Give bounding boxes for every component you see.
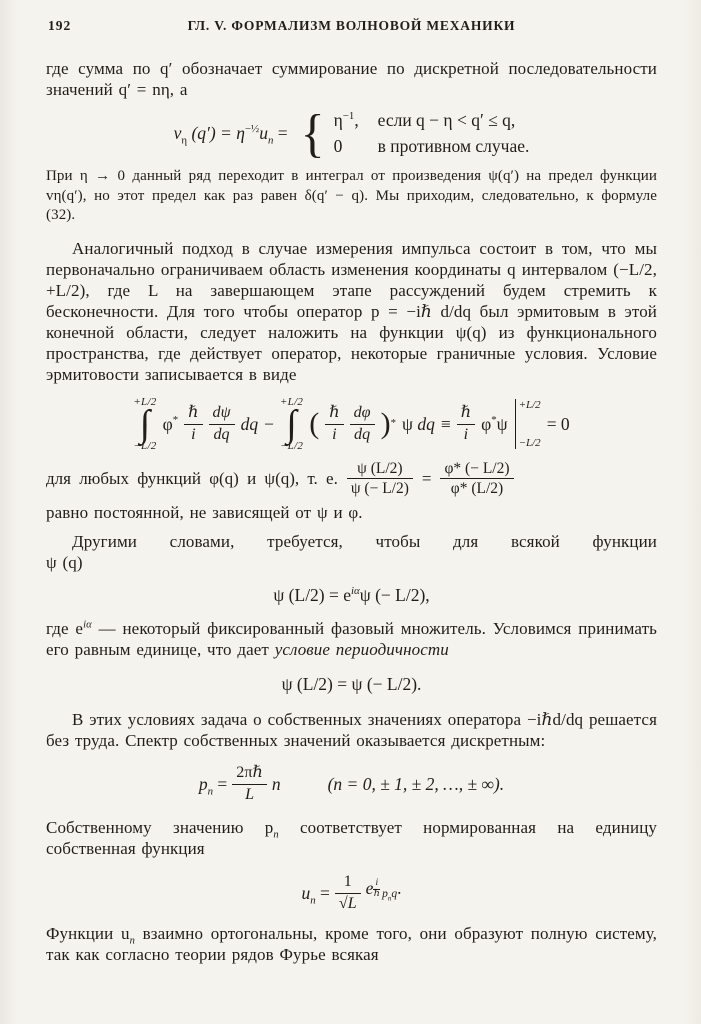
e-base: e — [365, 877, 374, 898]
fraction-one-sqrtL — [335, 873, 361, 913]
formula-lhs — [173, 123, 288, 147]
n-range: (n = 0, ± 1, ± 2, …, ± ∞). — [327, 773, 505, 794]
case-1-condition: если q − η < q′ ≤ q, — [377, 110, 516, 130]
formula-hermiticity — [46, 397, 657, 452]
two-pi-hbar: 2πℏ — [232, 764, 267, 785]
evaluation-bar — [515, 399, 541, 449]
conjugate-star: * — [390, 417, 396, 430]
integral-1 — [133, 397, 156, 452]
phase-exponent-inline: iα — [83, 619, 92, 631]
phi-ratio-num: φ* (− L/2) — [440, 460, 513, 480]
pn-lhs — [198, 773, 228, 798]
paragraph-any-functions — [46, 460, 657, 499]
phase-lhs — [273, 585, 429, 606]
phase-post: ψ (− L/2), — [359, 585, 430, 606]
imaginary-i: i — [463, 425, 469, 443]
paragraph-phase-factor — [46, 618, 657, 660]
dq: dq — [417, 413, 435, 434]
integral-lower-limit: −L/2 — [279, 439, 304, 452]
formula-v-eta-cases — [46, 103, 657, 163]
phase-text-1: где e — [46, 619, 84, 639]
case-row-2 — [334, 136, 530, 157]
dq: dq — [354, 425, 371, 443]
phase-text-2: — некоторый фиксированный фазовый множитель. Условимся принимать его равным единице, что дает — [46, 619, 657, 660]
integral-sign: ∫ — [139, 402, 151, 445]
integral-upper-limit: +L/2 — [279, 395, 304, 408]
case-2-condition: в противном случае. — [377, 136, 530, 156]
ortho-text-2: взаимно ортогональны, кроме того, они образуют полную систему, так как согласно теории рядов Фурье всякая — [46, 924, 658, 965]
un-lhs — [301, 882, 330, 907]
eval-lower-limit: −L/2 — [518, 437, 541, 450]
pn-text-2: соответствует нормированная на единицу собственная функция — [46, 818, 657, 859]
var-q: q — [391, 887, 398, 900]
minus-sign: − — [264, 413, 274, 434]
equals-sign: = — [315, 882, 330, 903]
psi-symbol: ψ — [401, 413, 413, 434]
equals-sign: = — [421, 468, 432, 488]
fraction-hbar-i-3 — [457, 404, 475, 444]
case-row-1 — [334, 110, 530, 131]
differential-dq: dq — [240, 413, 259, 434]
fraction-phi-ratio — [440, 460, 513, 499]
other-words-line2: ψ (q) — [46, 553, 83, 573]
paragraph-other-words — [46, 531, 657, 573]
dpsi: dψ — [209, 404, 235, 425]
paragraph-sum-definition: где сумма по q′ обозначает суммирование по дискретной последовательности значений q′ = nη, а — [46, 59, 657, 99]
fraction-psi-ratio — [347, 460, 413, 499]
var-p: p — [198, 773, 208, 794]
any-functions-text: для любых функций φ(q) и ψ(q), т. е. — [46, 468, 338, 488]
cases-body — [334, 110, 530, 157]
phi-symbol: φ — [162, 413, 173, 434]
var-u: u — [301, 882, 311, 903]
factor-n: n — [271, 773, 281, 794]
equals-sign: = — [213, 773, 228, 794]
phase-exponent: iα — [351, 585, 360, 598]
fraction-hbar-i — [184, 404, 202, 444]
paragraph-eigenvalue-function — [46, 817, 657, 859]
imaginary-i: i — [332, 425, 337, 443]
pn-q — [382, 887, 398, 903]
phi-star — [163, 414, 179, 435]
phase-pre: ψ (L/2) = e — [273, 585, 352, 606]
formula-periodicity: ψ (L/2) = ψ (− L/2). — [281, 674, 422, 695]
subscript-n: n — [129, 935, 135, 947]
hbar: ℏ — [373, 888, 380, 899]
conjugate-star: * — [172, 413, 179, 426]
other-words-line1: Другими словами, требуется, чтобы для всякой функции — [72, 532, 657, 552]
fraction-dphi-dq — [350, 404, 375, 444]
paragraph-eigenvalue-problem: В этих условиях задача о собственных значениях оператора −iℏd/dq решается без труда. Спектр собственных значений оказывается дискретным: — [46, 710, 657, 751]
exponent-stack — [373, 877, 398, 903]
fraction-2pihbar-L — [232, 764, 267, 804]
subscript-n: n — [207, 785, 214, 798]
integral-upper-limit: +L/2 — [133, 395, 157, 408]
right-paren: ) — [380, 407, 391, 441]
integral-sign: ∫ — [286, 402, 297, 445]
integral-2 — [280, 397, 303, 452]
hbar: ℏ — [184, 404, 202, 425]
dq: dq — [213, 425, 230, 443]
right-paren-star — [381, 409, 396, 439]
formula-momentum-spectrum — [46, 764, 657, 804]
hbar: ℏ — [325, 404, 343, 425]
equals-sign: = — [273, 123, 288, 143]
subscript-n: n — [387, 894, 392, 903]
fraction-i-hbar — [373, 879, 380, 900]
fraction-dpsi-dq — [209, 404, 235, 444]
psi-ratio-num: ψ (L/2) — [347, 460, 413, 480]
formula-phase-condition — [46, 585, 657, 606]
psi-dq — [402, 414, 435, 435]
var-L: L — [245, 785, 255, 803]
sqrt-L: √L — [338, 894, 357, 912]
phi-star-psi — [481, 414, 508, 435]
eval-upper-limit: +L/2 — [518, 399, 541, 412]
numerator-one: 1 — [335, 873, 361, 894]
case-1-value — [334, 110, 378, 131]
paragraph-constant: равно постоянной, не зависящей от ψ и φ. — [46, 503, 363, 523]
psi-ratio-den: ψ (− L/2) — [350, 480, 409, 498]
math-middle: (q′) = η — [187, 123, 245, 143]
imaginary-i: i — [191, 425, 196, 443]
cases-brace: { — [300, 103, 325, 163]
formula-eigenfunction — [46, 873, 657, 913]
psi-symbol: ψ — [496, 413, 508, 434]
period: . — [397, 877, 402, 898]
subscript-n: n — [273, 829, 279, 841]
var-p: p — [382, 887, 388, 900]
subscript-n: n — [267, 134, 274, 147]
fraction-hbar-i-2 — [325, 404, 343, 444]
dphi: dφ — [350, 404, 375, 425]
paragraph-orthogonality — [46, 923, 657, 965]
equals-zero: = 0 — [546, 413, 570, 434]
eta-symbol: η — [333, 110, 343, 130]
running-head-title: ГЛ. V. ФОРМАЛИЗМ ВОЛНОВОЙ МЕХАНИКИ — [187, 18, 516, 33]
conjugate-star: * — [491, 413, 497, 426]
page-header — [46, 18, 657, 36]
phi-symbol: φ — [481, 413, 492, 434]
exponent-minus-half: −½ — [244, 123, 260, 136]
paragraph-momentum-approach: Аналогичный подход в случае измерения импульса состоит в том, что мы первоначально ограничиваем область изменения координаты q интервалом (−L/2, +L/2), где L на завершающем этапе рассуждений будем стремить к бесконечности. Для того чтобы оператор p = −iℏ d/dq был эрмитовым в этой конечной области, следует наложить на функции ψ(q) из функционального пространства, где действует оператор, некоторые граничные условия. Условие эрмитовости записывается в виде — [46, 238, 657, 384]
case-2-value: 0 — [333, 136, 343, 156]
equiv-sign: ≡ — [440, 413, 451, 434]
paragraph-eta-limit: При η → 0 данный ряд переходит в интеграл от произведения ψ(q′) на предел функции vη(q′), но этот предел как раз равен δ(q′ − q). Мы приходим, следовательно, к формуле (32). — [46, 168, 657, 223]
exponential-term — [366, 878, 402, 909]
periodicity-term: условие периодичности — [274, 640, 449, 660]
ortho-text-1: Функции u — [46, 924, 130, 944]
pn-text-1: Собственному значению p — [46, 818, 274, 838]
hbar: ℏ — [457, 404, 475, 425]
left-paren: ( — [309, 407, 320, 441]
var-v: v — [173, 123, 182, 143]
phi-ratio-den: φ* (L/2) — [450, 480, 504, 498]
imaginary-i: i — [375, 877, 379, 888]
var-u: u — [259, 123, 268, 143]
subscript-n: n — [310, 894, 316, 907]
integral-lower-limit: −L/2 — [133, 439, 157, 452]
exponent-minus-one: −1 — [342, 110, 355, 123]
comma: , — [354, 110, 359, 130]
subscript-eta: η — [181, 134, 188, 147]
page-number: 192 — [48, 18, 72, 33]
